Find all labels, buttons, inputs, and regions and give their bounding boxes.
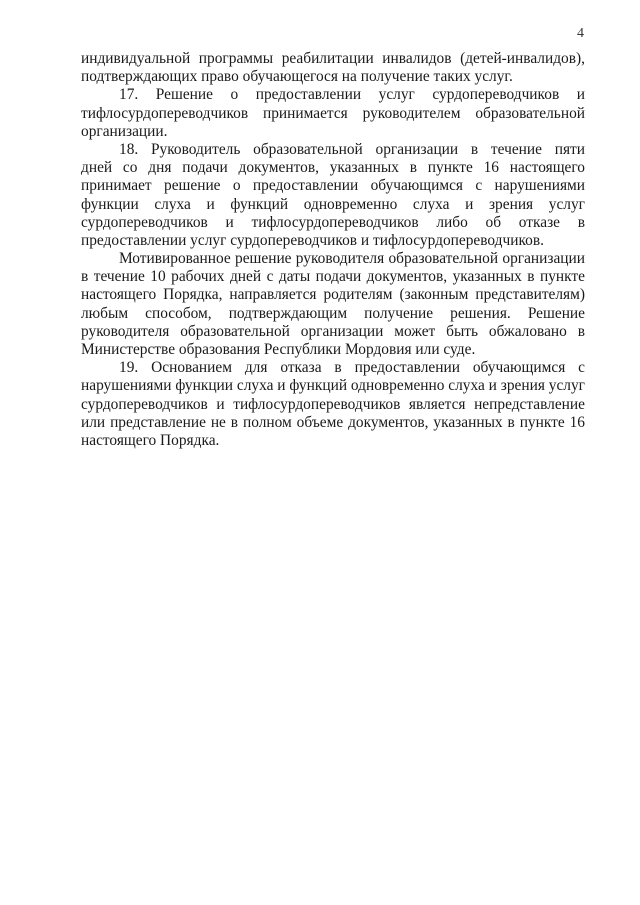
text-line: организации. <box>81 122 168 140</box>
text-line: подтверждающих право обучающегося на получение таких услуг. <box>81 68 513 86</box>
paragraph-continuation <box>81 50 585 86</box>
text-line: или представление не в полном объеме документов, указанных в пункте 16 <box>81 413 585 431</box>
paragraph-motivated-decision <box>81 250 585 359</box>
text-line: руководителя образовательной организации может быть обжаловано в <box>81 322 585 340</box>
paragraph-item-19 <box>81 359 585 450</box>
text-line: 19. Основанием для отказа в предоставлении обучающимся с <box>119 359 585 377</box>
text-line: индивидуальной программы реабилитации инвалидов (детей-инвалидов), <box>81 50 585 67</box>
text-line: дней со дня подачи документов, указанных в пункте 16 настоящего <box>81 159 585 177</box>
text-line: сурдопереводчиков и тифлосурдопереводчиков либо об отказе в <box>81 213 585 231</box>
text-line: Мотивированное решение руководителя образовательной организации <box>119 250 585 268</box>
text-line: Министерстве образования Республики Мордовия или суде. <box>81 341 476 358</box>
text-line: функции слуха и функций одновременно слуха и зрения услуг <box>81 195 585 213</box>
paragraph-item-18 <box>81 141 585 250</box>
text-line: 18. Руководитель образовательной организации в течение пяти <box>119 140 585 158</box>
text-line: сурдопереводчиков и тифлосурдопереводчиков является непредставление <box>81 395 585 413</box>
paragraph-item-17 <box>81 86 585 141</box>
document-body <box>81 50 585 450</box>
text-line: в течение 10 рабочих дней с даты подачи документов, указанных в пункте <box>81 268 585 286</box>
text-line: предоставлении услуг сурдопереводчиков и тифлосурдопереводчиков. <box>81 231 544 249</box>
text-line: настоящего Порядка. <box>81 431 220 449</box>
text-line: принимает решение о предоставлении обучающимся с нарушениями <box>81 177 585 195</box>
text-line: нарушениями функции слуха и функций одновременно слуха и зрения услуг <box>81 377 585 395</box>
text-line: любым способом, подтверждающим получение решения. Решение <box>81 304 585 322</box>
text-line: настоящего Порядка, направляется родителям (законным представителям) <box>81 286 585 304</box>
page-number: 4 <box>577 26 584 41</box>
text-line: 17. Решение о предоставлении услуг сурдопереводчиков и <box>119 86 585 104</box>
text-line: тифлосурдопереводчиков принимается руководителем образовательной <box>81 104 585 122</box>
